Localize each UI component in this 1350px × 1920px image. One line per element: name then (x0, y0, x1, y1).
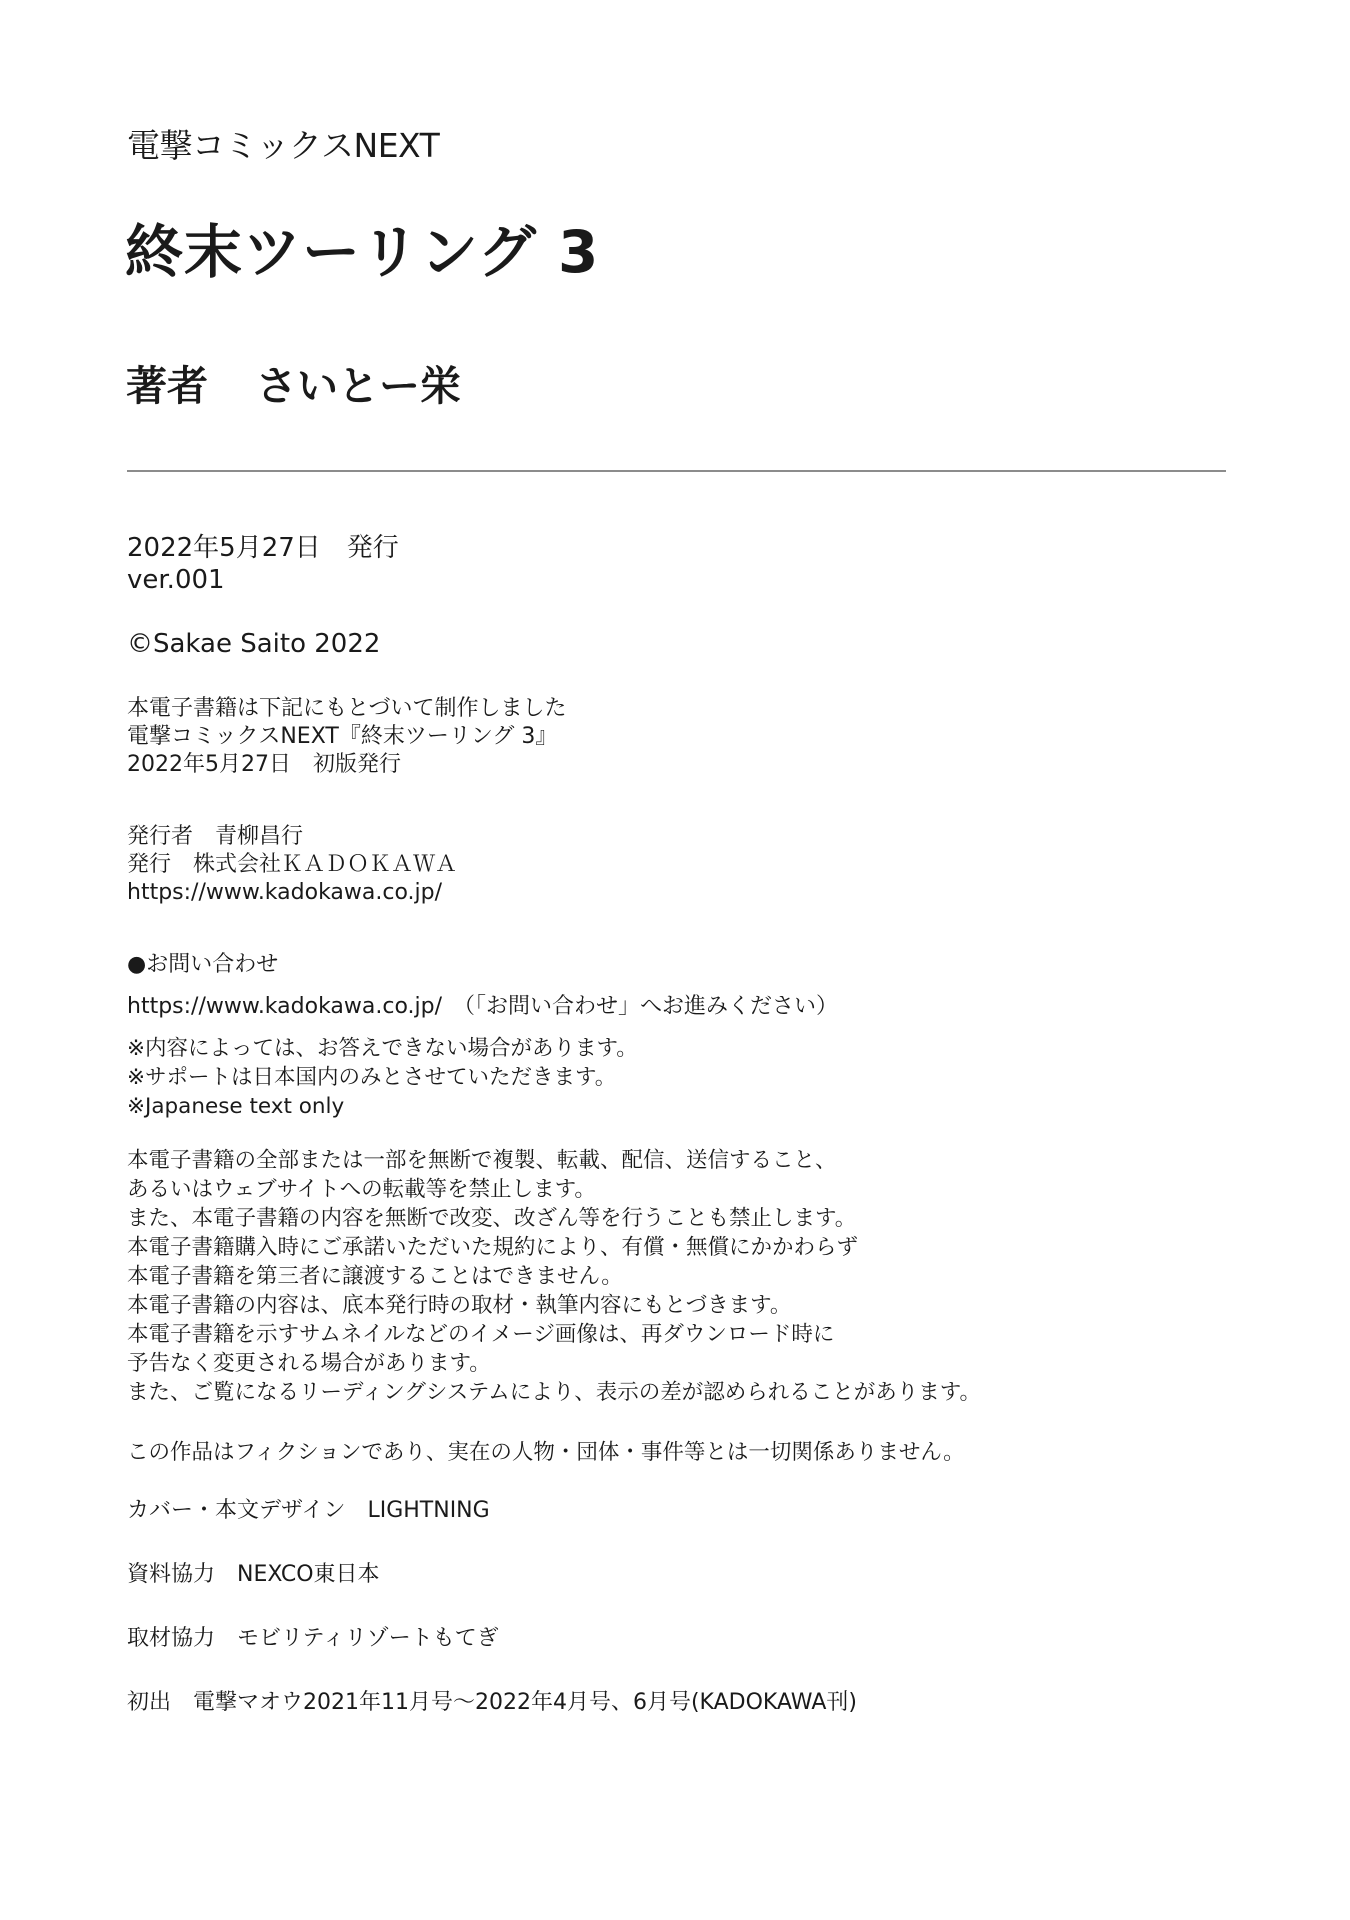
copyright: ©Sakae Saito 2022 (127, 629, 381, 659)
publisher-url: https://www.kadokawa.co.jp/ (127, 880, 443, 905)
credit-first-published: 初出 電撃マオウ2021年11月号〜2022年4月号、6月号(KADOKAWA刊) (127, 1690, 857, 1715)
author-line (126, 358, 461, 414)
inquiry-note: ※内容によっては、お答えできない場合があります。 (127, 1036, 638, 1061)
fiction-notice: この作品はフィクションであり、実在の人物・団体・事件等とは一切関係ありません。 (127, 1440, 965, 1465)
publication-date: 2022年5月27日 発行 (127, 533, 399, 563)
inquiry-notes (127, 1034, 638, 1121)
author-label: 著者 (126, 362, 208, 410)
version: ver.001 (127, 565, 225, 595)
terms-line: また、ご覧になるリーディングシステムにより、表示の差が認められることがあります。 (127, 1380, 981, 1405)
terms-line: 予告なく変更される場合があります。 (127, 1351, 491, 1376)
terms-notice (127, 1146, 981, 1407)
source-line: 2022年5月27日 初版発行 (127, 752, 401, 777)
series-name: 電撃コミックスNEXT (127, 126, 440, 165)
inquiry-note: ※Japanese text only (127, 1094, 345, 1119)
terms-line: あるいはウェブサイトへの転載等を禁止します。 (127, 1177, 596, 1202)
terms-line: 本電子書籍の全部または一部を無断で複製、転載、配信、送信すること、 (127, 1148, 837, 1173)
publisher-person: 発行者 青柳昌行 (127, 824, 304, 849)
credit-design: カバー・本文デザイン LIGHTNING (127, 1498, 490, 1523)
source-line: 電撃コミックスNEXT『終末ツーリング 3』 (127, 724, 558, 749)
inquiry-heading: ●お問い合わせ (127, 952, 279, 977)
terms-line: また、本電子書籍の内容を無断で改変、改ざん等を行うことも禁止します。 (127, 1206, 857, 1231)
book-title: 終末ツーリング 3 (125, 218, 600, 286)
terms-line: 本電子書籍購入時にご承諾いただいた規約により、有償・無償にかかわらず (127, 1235, 859, 1260)
publisher-company: 発行 株式会社ＫＡＤＯＫＡＷＡ (127, 852, 458, 877)
source-info (127, 695, 567, 779)
terms-line: 本電子書籍を示すサムネイルなどのイメージ画像は、再ダウンロード時に (127, 1322, 835, 1347)
inquiry-url-line: https://www.kadokawa.co.jp/ （「お問い合わせ」へお進みください） (127, 994, 839, 1019)
publisher-info (127, 823, 457, 907)
author-name: さいとー栄 (256, 362, 461, 410)
credit-coverage: 取材協力 モビリティリゾートもてぎ (127, 1626, 499, 1651)
terms-line: 本電子書籍の内容は、底本発行時の取材・執筆内容にもとづきます。 (127, 1293, 792, 1318)
terms-line: 本電子書籍を第三者に譲渡することはできません。 (127, 1264, 623, 1289)
source-line: 本電子書籍は下記にもとづいて制作しました (127, 696, 567, 721)
divider (127, 470, 1226, 472)
credit-materials: 資料協力 NEXCO東日本 (127, 1562, 380, 1587)
inquiry-note: ※サポートは日本国内のみとさせていただきます。 (127, 1065, 617, 1090)
publication-info (127, 532, 399, 596)
